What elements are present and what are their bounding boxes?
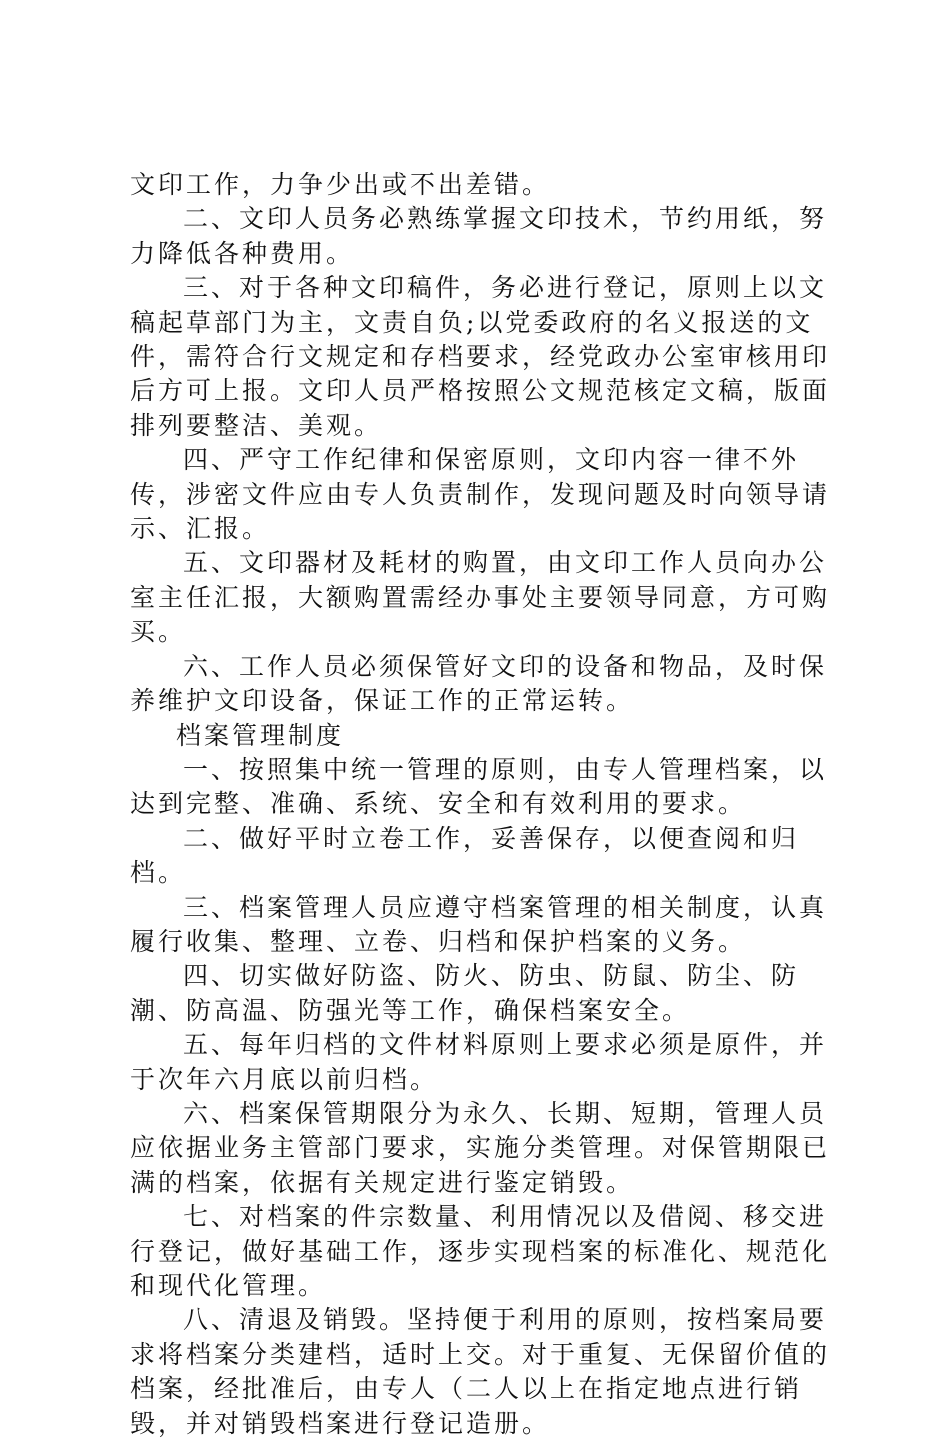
archive-item-1: 一、按照集中统一管理的原则，由专人管理档案，以达到完整、准确、系统、安全和有效利用的要求。 [130, 754, 828, 819]
archive-item-4: 四、切实做好防盗、防火、防虫、防鼠、防尘、防潮、防高温、防强光等工作，确保档案安全。 [130, 961, 800, 1025]
paragraph-item-5: 五、文印器材及耗材的购置，由文印工作人员向办公室主任汇报，大额购置需经办事处主要领导同意，方可购买。 [130, 548, 831, 647]
archive-item-5: 五、每年归档的文件材料原则上要求必须是原件，并于次年六月底以前归档。 [130, 1030, 828, 1094]
paragraph-continuation: 文印工作，力争少出或不出差错。 [130, 170, 551, 199]
archive-item-2: 二、做好平时立卷工作，妥善保存，以便查阅和归档。 [130, 823, 800, 888]
document-body [130, 168, 835, 1441]
archive-item-8: 八、清退及销毁。坚持便于利用的原则，按档案局要求将档案分类建档，适时上交。对于重复、无保留价值的档案，经批准后，由专人（二人以上在指定地点进行销毁，并对销毁档案进行登记造册。 [130, 1305, 831, 1438]
paragraph-item-3: 三、对于各种文印稿件，务必进行登记，原则上以文稿起草部门为主，文责自负;以党委政府的名义报送的文件，需符合行文规定和存档要求，经党政办公室审核用印后方可上报。文印人员严格按照公文规范核定文稿，版面排列要整洁、美观。 [130, 273, 831, 440]
paragraph-item-6: 六、工作人员必须保管好文印的设备和物品，及时保养维护文印设备，保证工作的正常运转。 [130, 651, 828, 716]
archive-item-3: 三、档案管理人员应遵守档案管理的相关制度，认真履行收集、整理、立卷、归档和保护档案的义务。 [130, 892, 828, 956]
paragraph-item-2: 二、文印人员务必熟练掌握文印技术，节约用纸，努力降低各种费用。 [130, 204, 828, 268]
paragraph-item-4: 四、严守工作纪律和保密原则，文印内容一律不外传，涉密文件应由专人负责制作，发现问题及时向领导请示、汇报。 [130, 445, 831, 544]
archive-item-6: 六、档案保管期限分为永久、长期、短期，管理人员应依据业务主管部门要求，实施分类管理。对保管期限已满的档案，依据有关规定进行鉴定销毁。 [130, 1098, 831, 1197]
archive-item-7: 七、对档案的件宗数量、利用情况以及借阅、移交进行登记，做好基础工作，逐步实现档案的标准化、规范化和现代化管理。 [130, 1202, 831, 1300]
section-heading-archive-management: 档案管理制度 [176, 720, 345, 750]
